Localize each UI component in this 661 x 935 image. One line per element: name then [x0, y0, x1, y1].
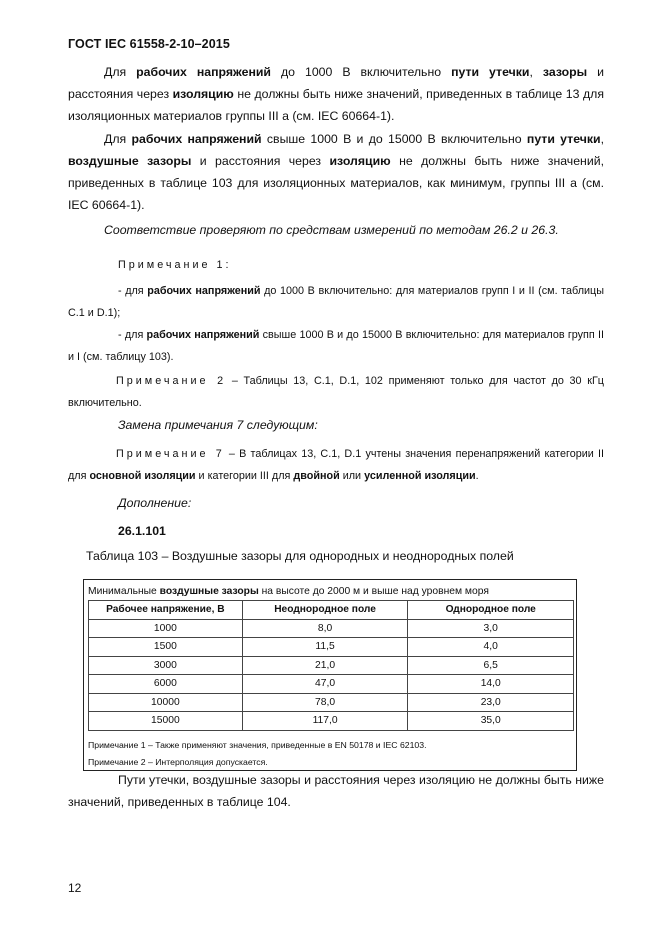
- text: ,: [600, 132, 604, 146]
- table-cell: 4,0: [408, 638, 574, 657]
- clearance-table: [83, 579, 577, 771]
- note-label: Примечание 7: [116, 448, 225, 460]
- note-1-item-1: [68, 280, 604, 324]
- column-header: Неоднородное поле: [242, 601, 408, 620]
- table-caption: [88, 586, 489, 597]
- text: свыше 1000 В и до 15000 В включительно: для материалов групп II и I (см. таблицу 103).: [68, 329, 604, 363]
- paragraph-working-voltage-15000: [68, 128, 604, 216]
- table-cell: 47,0: [242, 675, 408, 694]
- column-header: Рабочее напряжение, В: [89, 601, 243, 620]
- document-header: ГОСТ IEC 61558-2-10–2015: [68, 37, 230, 51]
- table-row: [89, 675, 574, 694]
- term: пути утечки: [526, 132, 601, 146]
- text: .: [475, 470, 479, 482]
- table-cell: 8,0: [242, 619, 408, 638]
- text: и расстояния через: [191, 154, 330, 168]
- table-title: Таблица 103 – Воздушные зазоры для однородных и неоднородных полей: [86, 549, 514, 563]
- table-row: [89, 619, 574, 638]
- paragraph-working-voltage-1000: [68, 61, 604, 127]
- table-cell: 23,0: [408, 693, 574, 712]
- term: изоляцию: [329, 154, 391, 168]
- replacement-heading: Замена примечания 7 следующим:: [118, 418, 318, 432]
- term: усиленной изоляции: [364, 470, 476, 482]
- term: пути утечки: [451, 65, 530, 79]
- table-cell: 15000: [89, 712, 243, 731]
- compliance-check: Соответствие проверяют по средствам измерений по методам 26.2 и 26.3.: [104, 223, 559, 237]
- table-row: [89, 656, 574, 675]
- text: свыше 1000 В и до 15000 В включительно: [261, 132, 527, 146]
- note-label: Примечание 2: [116, 375, 227, 387]
- term: воздушные зазоры: [68, 154, 192, 168]
- table-cell: 1500: [89, 638, 243, 657]
- table-cell: 78,0: [242, 693, 408, 712]
- term: зазоры: [542, 65, 588, 79]
- table-row: [89, 693, 574, 712]
- note-7: [68, 443, 604, 487]
- term: основной изоляции: [89, 470, 196, 482]
- term: воздушные зазоры: [159, 586, 259, 597]
- text: не должны быть ниже значений, приведенных в таблице 103 для изоляционных материалов, как минимум, группы III a (см. IEC 60664-1).: [68, 154, 604, 212]
- term: двойной: [293, 470, 340, 482]
- table-cell: 10000: [89, 693, 243, 712]
- note-1-item-2: [68, 324, 604, 368]
- note-2: [68, 370, 604, 414]
- table-note-1: Примечание 1 – Также применяют значения, приведенные в EN 50178 и IEC 62103.: [88, 740, 427, 750]
- table-cell: 35,0: [408, 712, 574, 731]
- term: изоляцию: [172, 87, 234, 101]
- text: и расстояния через: [68, 65, 605, 101]
- note-1-label: [118, 254, 604, 276]
- text: до 1000 В включительно: [271, 65, 452, 79]
- term: рабочих напряжений: [147, 285, 261, 297]
- table-cell: 3000: [89, 656, 243, 675]
- table-cell: 1000: [89, 619, 243, 638]
- table-cell: 117,0: [242, 712, 408, 731]
- table-cell: 11,5: [242, 638, 408, 657]
- text: - для: [118, 285, 148, 297]
- table-header-row: [89, 601, 574, 620]
- page-number: 12: [68, 881, 82, 895]
- table-note-2: Примечание 2 – Интерполяция допускается.: [88, 757, 268, 767]
- text: до 1000 В включительно: для материалов групп I и II (см. таблицы С.1 и D.1);: [68, 285, 604, 319]
- data-table: [88, 600, 574, 731]
- term: рабочих напряжений: [131, 132, 262, 146]
- text: Для: [104, 65, 137, 79]
- term: рабочих напряжений: [136, 65, 271, 79]
- text: на высоте до 2000 м и выше над уровнем моря: [258, 586, 489, 597]
- table-cell: 21,0: [242, 656, 408, 675]
- table-row: [89, 712, 574, 731]
- text: ,: [529, 65, 543, 79]
- text: или: [339, 470, 365, 482]
- table-cell: 3,0: [408, 619, 574, 638]
- text: - для: [118, 329, 147, 341]
- text: – Таблицы 13, С.1, D.1, 102 применяют только для частот до 30 кГц включительно.: [68, 375, 604, 409]
- text: и категории III для: [195, 470, 294, 482]
- table-cell: 6,5: [408, 656, 574, 675]
- paragraph-final: Пути утечки, воздушные зазоры и расстояния через изоляцию не должны быть ниже значений, приведенных в таблице 104.: [68, 773, 604, 809]
- column-header: Однородное поле: [408, 601, 574, 620]
- note-label: Примечание 1:: [118, 259, 232, 271]
- text: не должны быть ниже значений, приведенных в таблице 13 для изоляционных материалов группы III a (см. IEC 60664-1).: [68, 87, 604, 123]
- text: – В таблицах 13, С.1, D.1 учтены значения перенапряжений категории II для: [68, 448, 604, 482]
- text: Для: [104, 132, 132, 146]
- table-row: [89, 638, 574, 657]
- table-cell: 6000: [89, 675, 243, 694]
- addition-heading: Дополнение:: [118, 496, 192, 510]
- term: рабочих напряжений: [146, 329, 260, 341]
- text: Минимальные: [88, 586, 160, 597]
- section-number: 26.1.101: [118, 524, 166, 538]
- table-cell: 14,0: [408, 675, 574, 694]
